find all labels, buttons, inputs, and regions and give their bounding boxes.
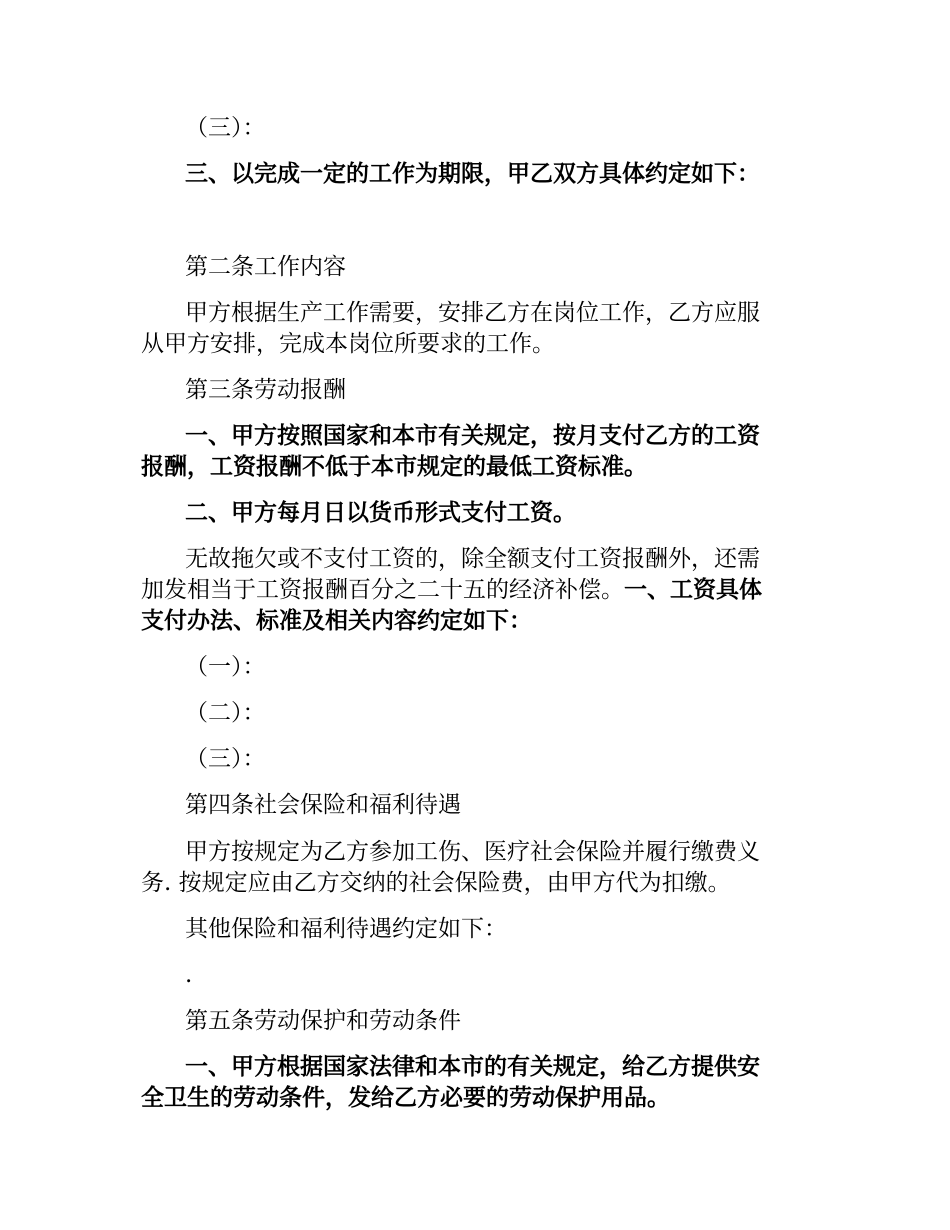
clause-three-heading: 三、以完成一定的工作为期限，甲乙双方具体约定如下： xyxy=(185,160,760,187)
insurance-line-2: 务. 按规定应由乙方交纳的社会保险费，由甲方代为扣缴。 xyxy=(141,870,731,896)
article-five-title: 第五条劳动保护和劳动条件 xyxy=(185,1008,461,1034)
insurance-line-1: 甲方按规定为乙方参加工伤、医疗社会保险并履行缴费义 xyxy=(185,839,760,865)
pay-item-three: （三）： xyxy=(185,746,266,772)
item-three: （三）： xyxy=(185,115,266,141)
pay-method-heading-start: 一、工资具体 xyxy=(624,576,762,603)
protection-clause-line-1: 一、甲方根据国家法律和本市的有关规定，给乙方提供安 xyxy=(185,1053,760,1080)
protection-clause-line-2: 全卫生的劳动条件，发给乙方必要的劳动保护用品。 xyxy=(141,1084,670,1111)
pay-method-heading-end: 支付办法、标准及相关内容约定如下： xyxy=(141,607,532,634)
article-three-title: 第三条劳动报酬 xyxy=(185,377,346,403)
blank-fill-line: . xyxy=(185,962,193,988)
work-content-line-2: 从甲方安排，完成本岗位所要求的工作。 xyxy=(141,331,555,357)
pay-clause-two: 二、甲方每月日以货币形式支付工资。 xyxy=(185,499,576,526)
pay-item-two: （二）： xyxy=(185,700,266,726)
arrears-line-2 xyxy=(141,574,762,606)
pay-clause-one-line-2: 报酬，工资报酬不低于本市规定的最低工资标准。 xyxy=(141,453,647,480)
article-four-title: 第四条社会保险和福利待遇 xyxy=(185,792,461,818)
arrears-line-2-text: 加发相当于工资报酬百分之二十五的经济补偿。 xyxy=(141,577,624,603)
other-benefits-line: 其他保险和福利待遇约定如下： xyxy=(185,916,507,942)
arrears-line-1: 无故拖欠或不支付工资的，除全额支付工资报酬外，还需 xyxy=(185,546,760,572)
article-two-title: 第二条工作内容 xyxy=(185,254,346,280)
pay-clause-one-line-1: 一、甲方按照国家和本市有关规定，按月支付乙方的工资 xyxy=(185,422,760,449)
work-content-line-1: 甲方根据生产工作需要，安排乙方在岗位工作，乙方应服 xyxy=(185,300,760,326)
pay-item-one: （一）： xyxy=(185,654,266,680)
